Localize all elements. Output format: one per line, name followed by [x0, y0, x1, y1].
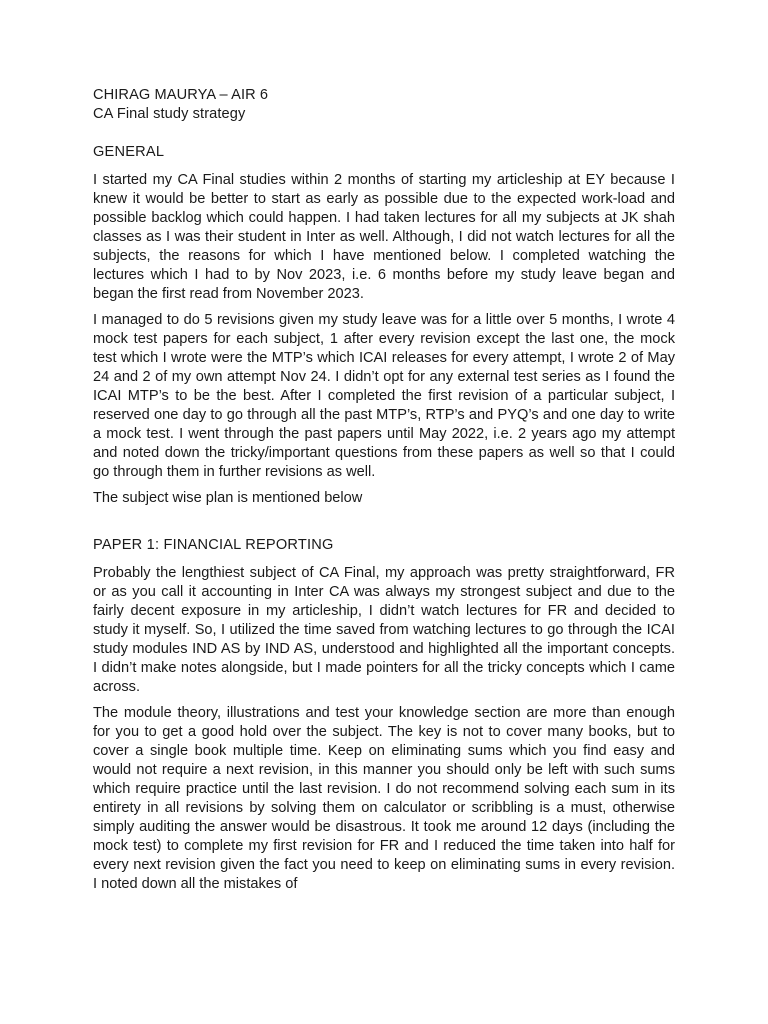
spacer	[93, 482, 675, 489]
section-heading-paper-1: PAPER 1: FINANCIAL REPORTING	[93, 537, 334, 553]
author-line: CHIRAG MAURYA – AIR 6	[93, 87, 269, 103]
spacer	[93, 304, 675, 311]
document-subtitle: CA Final study strategy	[93, 106, 246, 122]
section-general	[93, 143, 675, 508]
spacer	[93, 508, 675, 536]
spacer	[93, 162, 675, 171]
paragraph: The module theory, illustrations and test your knowledge section are more than enough for you to get a good hold over the subject. The key is not to cover many books, but to cover a single book multiple time. Keep on eliminating sums which you find easy and would not require a next revision, in this manner you should only be left with such sums which require practice until the last revision. I do not recommend solving each sum in its entirety in all revisions by solving them on calculator or scribbling is a must, otherwise simply auditing the answer would be disastrous. It took me around 12 days (including the mock test) to complete my first revision for FR and I reduced the time taken into half for every next revision given the fact you need to keep on eliminating sums in every revision. I noted down all the mistakes of	[93, 705, 675, 892]
section-heading-general: GENERAL	[93, 144, 165, 160]
spacer	[93, 124, 675, 143]
section-paper-1	[93, 536, 675, 894]
paragraph: I managed to do 5 revisions given my study leave was for a little over 5 months, I wrote 4 mock test papers for each subject, 1 after every revision except the last one, the mock test which I wrote were the MTP’s which ICAI releases for every attempt, I wrote 2 of May 24 and 2 of my own attempt Nov 24. I didn’t opt for any external test series as I found the ICAI MTP’s to be the best. After I completed the first revision of a particular subject, I reserved one day to go through all the past MTP’s, RTP’s and PYQ’s and one day to write a mock test. I went through the past papers until May 2022, i.e. 2 years ago my attempt and noted down the tricky/important questions from these papers as well so that I could go through them in further revisions as well.	[93, 312, 675, 480]
paragraph: The subject wise plan is mentioned below	[93, 490, 363, 506]
spacer	[93, 555, 675, 564]
spacer	[93, 697, 675, 704]
document-page	[93, 86, 675, 894]
paragraph: I started my CA Final studies within 2 months of starting my articleship at EY because I knew it would be better to start as early as possible due to the expected work-load and possible backlog which could happen. I had taken lectures for all my subjects at JK shah classes as I was their student in Inter as well. Although, I did not watch lectures for all the subjects, the reasons for which I have mentioned below. I completed watching the lectures which I had to by Nov 2023, i.e. 6 months before my study leave began and began the first read from November 2023.	[93, 172, 675, 302]
paragraph: Probably the lengthiest subject of CA Final, my approach was pretty straightforward, FR or as you call it accounting in Inter CA was always my strongest subject and due to the fairly decent exposure in my articleship, I didn’t watch lectures for FR and decided to study it myself. So, I utilized the time saved from watching lectures to go through the ICAI study modules IND AS by IND AS, understood and highlighted all the important concepts. I didn’t make notes alongside, but I made pointers for all the tricky concepts which I came across.	[93, 565, 675, 695]
